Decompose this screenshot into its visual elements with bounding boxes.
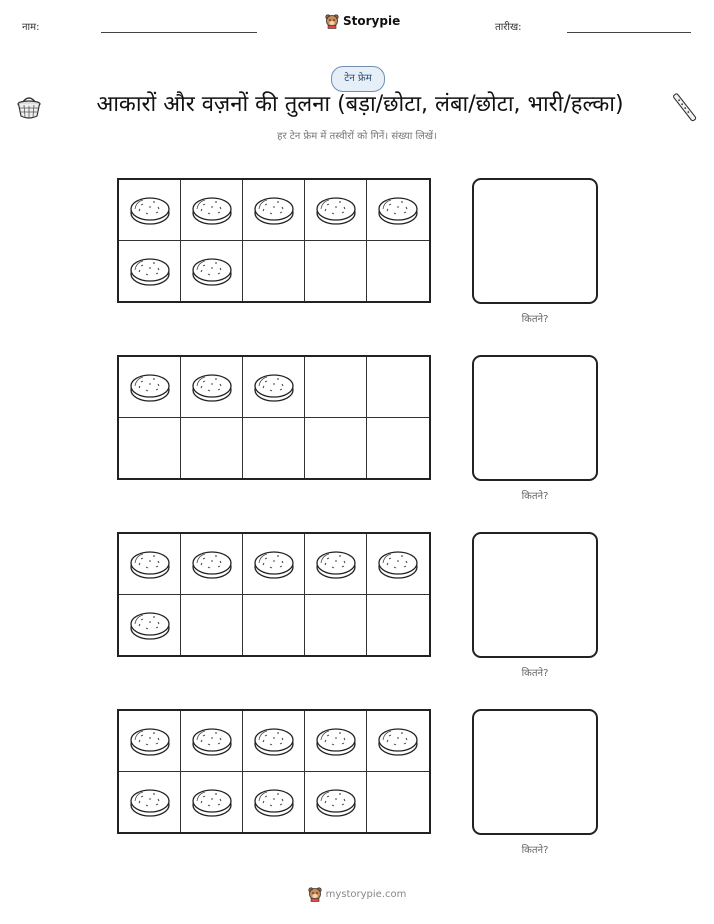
cookie-icon: [253, 371, 295, 403]
name-line[interactable]: [101, 32, 257, 33]
frame-cell: [305, 534, 367, 595]
answer-label: कितने?: [521, 314, 549, 325]
brand-logo: [325, 13, 400, 29]
frame-cell: [119, 357, 181, 418]
ten-frame: [117, 178, 431, 303]
frame-cell: [367, 711, 429, 772]
frame-cell: [243, 357, 305, 418]
frame-cell: [243, 241, 305, 302]
frame-cell: [119, 418, 181, 479]
frame-cell: [305, 772, 367, 833]
cookie-icon: [129, 371, 171, 403]
brand-name: Storypie: [343, 14, 401, 28]
cookie-icon: [191, 194, 233, 226]
footer-url: mystorypie.com: [325, 888, 407, 900]
cookie-icon: [129, 194, 171, 226]
answer-label: कितने?: [521, 668, 549, 679]
frame-cell: [181, 711, 243, 772]
frame-cell: [181, 357, 243, 418]
basket-icon: [16, 92, 42, 120]
ten-frame: [117, 355, 431, 480]
frame-cell: [367, 772, 429, 833]
frame-cell: [243, 595, 305, 656]
frame-cell: [243, 418, 305, 479]
answer-box[interactable]: [472, 178, 598, 304]
instructions: हर टेन फ्रेम में तस्वीरों को गिनें। संख्या लिखें।: [277, 131, 437, 142]
cookie-icon: [377, 194, 419, 226]
topic-badge: टेन फ्रेम: [331, 66, 385, 92]
frame-cell: [367, 595, 429, 656]
cookie-icon: [191, 255, 233, 287]
cookie-icon: [191, 548, 233, 580]
cookie-icon: [129, 609, 171, 641]
cookie-icon: [377, 548, 419, 580]
frame-cell: [243, 180, 305, 241]
frame-cell: [305, 357, 367, 418]
frame-cell: [367, 357, 429, 418]
frame-cell: [119, 241, 181, 302]
date-label: तारीख:: [495, 22, 522, 33]
cookie-icon: [315, 725, 357, 757]
cookie-icon: [315, 548, 357, 580]
cookie-icon: [315, 786, 357, 818]
frame-cell: [243, 711, 305, 772]
frame-cell: [367, 241, 429, 302]
cookie-icon: [315, 194, 357, 226]
frame-cell: [181, 418, 243, 479]
cookie-icon: [129, 786, 171, 818]
frame-cell: [119, 595, 181, 656]
cookie-icon: [377, 725, 419, 757]
bear-icon: [308, 886, 322, 902]
cookie-icon: [253, 194, 295, 226]
frame-cell: [119, 534, 181, 595]
footer: [0, 886, 714, 902]
frame-cell: [305, 241, 367, 302]
answer-label: कितने?: [521, 845, 549, 856]
frame-cell: [243, 772, 305, 833]
cookie-icon: [191, 786, 233, 818]
cookie-icon: [191, 725, 233, 757]
frame-cell: [305, 711, 367, 772]
answer-label: कितने?: [521, 491, 549, 502]
frame-cell: [181, 534, 243, 595]
frame-cell: [181, 180, 243, 241]
cookie-icon: [129, 548, 171, 580]
frame-cell: [119, 180, 181, 241]
frame-cell: [119, 772, 181, 833]
frame-cell: [305, 180, 367, 241]
frame-cell: [243, 534, 305, 595]
ten-frame: [117, 709, 431, 834]
page-title: आकारों और वज़नों की तुलना (बड़ा/छोटा, लंबा/छोटा, भारी/हल्का): [96, 92, 624, 117]
cookie-icon: [129, 255, 171, 287]
date-line[interactable]: [567, 32, 691, 33]
frame-cell: [367, 180, 429, 241]
cookie-icon: [253, 725, 295, 757]
cookie-icon: [191, 371, 233, 403]
answer-box[interactable]: [472, 709, 598, 835]
frame-cell: [181, 241, 243, 302]
answer-box[interactable]: [472, 532, 598, 658]
frame-cell: [305, 418, 367, 479]
frame-cell: [181, 772, 243, 833]
frame-cell: [119, 711, 181, 772]
cookie-icon: [253, 548, 295, 580]
flute-icon: [672, 90, 698, 124]
cookie-icon: [129, 725, 171, 757]
bear-icon: [325, 13, 339, 29]
frame-cell: [305, 595, 367, 656]
frame-cell: [367, 418, 429, 479]
frame-cell: [181, 595, 243, 656]
frame-cell: [367, 534, 429, 595]
name-label: नाम:: [22, 22, 40, 33]
cookie-icon: [253, 786, 295, 818]
ten-frame: [117, 532, 431, 657]
answer-box[interactable]: [472, 355, 598, 481]
